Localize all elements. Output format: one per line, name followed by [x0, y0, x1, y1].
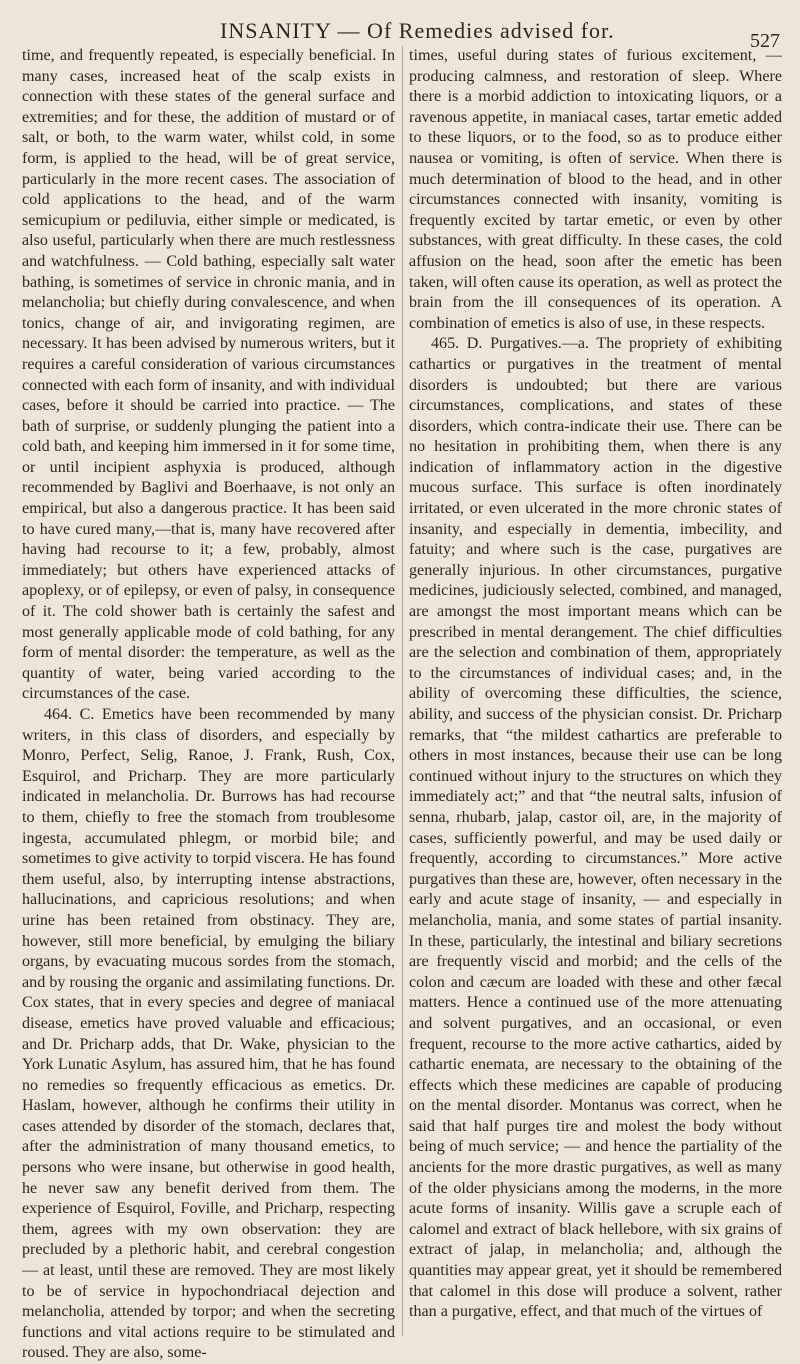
text-columns [22, 46, 782, 1362]
right-paragraph-465: 465. D. Purgatives.—a. The propriety of exhibiting cathartics or purgatives in the treatment of mental disorders is undoubted; but there are various circumstances, complications, and states of these disorders, which contra-indicate their use. There can be no hesitation in prohibiting them, when there is any indication of inflammatory action in the digestive mucous surface. This surface is often inordinately irritated, or even ulcerated in the more chronic states of insanity, and especially in dementia, imbecility, and fatuity; and where such is the case, purgatives are generally injurious. In other circumstances, purgative medicines, judiciously selected, combined, and managed, are amongst the most important means which can be prescribed in mental derangement. The chief difficulties are the selection and combination of them, appropriately to the circumstances of individual cases; and, in the ability of overcoming these difficulties, the science, ability, and success of the physician consist. Dr. Pricharp remarks, that “the mildest cathartics are preferable to others in most instances, because their use can be long continued without injury to the structures on which they immediately act;” and that “the neutral salts, infusion of senna, rhubarb, jalap, castor oil, are, in the majority of cases, sufficiently powerful, and may be used daily or frequently, according to circumstances.” More active purgatives than these are, however, often necessary in the early and acute stage of insanity, — and especially in melancholia, mania, and some states of partial insanity. In these, particularly, the intestinal and biliary secretions are frequently viscid and morbid; and the cells of the colon and cæcum are loaded with these and other fæcal matters. Hence a continued use of the more attenuating and solvent purgatives, and an occasional, or even frequent, recourse to the more active cathartics, aided by cathartic enemata, are necessary to the obtaining of the effects which these medicines are capable of producing on the mental disorder. Montanus was correct, when he said that half purges tire and molest the body without being of much service; — and hence the partiality of the ancients for the more drastic purgatives, as well as many of the older physicians among the moderns, in the more acute forms of insanity. Willis gave a scruple each of calomel and extract of black hellebore, with six grains of extract of jalap, in melancholia; and, although the quantities may appear great, yet it should be remembered that calomel in this dose will produce a solvent, rather than a purgative, effect, and that much of the virtues of [409, 335, 782, 1321]
running-head: INSANITY — Of Remedies advised for. [220, 18, 615, 43]
left-column [22, 46, 395, 1362]
right-paragraph-1: times, useful during states of furious excitement, — producing calmness, and restoration of sleep. Where there is a morbid addiction to intoxicating liquors, or a ravenous appetite, in maniacal cases, tartar emetic added to these liquors, or to the food, so as to produce either nausea or vomiting, is often of service. When there is much determination of blood to the head, and in other circumstances connected with insanity, vomiting is frequently excited by tartar emetic, or even by other substances, with great difficulty. In these cases, the cold affusion on the head, soon after the emetic has been taken, will often cause its operation, as well as protect the brain from the ill consequences of its operation. A combination of emetics is also of use, in these respects. [409, 47, 782, 332]
column-divider [402, 46, 403, 1336]
left-paragraph-464: 464. C. Emetics have been recommended by many writers, in this class of disorders, and especially by Monro, Perfect, Selig, Ranoe, J. Frank, Rush, Cox, Esquirol, and Pricharp. They are more particularly indicated in melancholia. Dr. Burrows has had recourse to them, chiefly to free the stomach from troublesome ingesta, accumulated phlegm, or morbid bile; and sometimes to give activity to torpid viscera. He has found them useful, also, by interrupting intense abstractions, hallucinations, and capricious resolutions; and when urine has been retained from obstinacy. They are, however, still more beneficial, by emulging the biliary organs, by evacuating mucous sordes from the stomach, and by rousing the organic and assimilating functions. Dr. Cox states, that in every species and degree of maniacal disease, emetics have proved valuable and efficacious; and Dr. Pricharp adds, that Dr. Wake, physician to the York Lunatic Asylum, has assured him, that he has found no remedies so frequently efficacious as emetics. Dr. Haslam, however, although he confirms their utility in cases attended by disorder of the stomach, declares that, after the administration of many thousand emetics, to persons who were insane, but otherwise in good health, he never saw any benefit derived from them. The experience of Esquirol, Foville, and Pricharp, respecting them, agrees with my own observation: they are precluded by a plethoric habit, and cerebral congestion — at least, until these are removed. They are most likely to be of service in hypochondriacal dejection and melancholia, attended by torpor; and when the secreting functions and vital actions require to be stimulated and roused. They are also, some- [22, 706, 395, 1362]
right-column [409, 46, 782, 1336]
left-paragraph-1: time, and frequently repeated, is especially beneficial. In many cases, increased heat of the scalp exists in connection with these states of the general surface and extremities; and for these, the addition of mustard or of salt, or both, to the warm water, whilst cold, in some form, is applied to the head, will be of great service, particularly in the more recent cases. The association of cold applications to the head, and of the warm semicupium or pediluvia, either simple or medicated, is also useful, particularly when there are much restlessness and watchfulness. — Cold bathing, especially salt water bathing, is sometimes of service in chronic mania, and in melancholia; but chiefly during convalescence, and when tonics, change of air, and invigorating regimen, are necessary. It has been advised by numerous writers, but it requires a careful consideration of various circumstances connected with each form of insanity, and with individual cases, before it should be carried into practice. — The bath of surprise, or suddenly plunging the patient into a cold bath, and keeping him immersed in it for some time, or until incipient asphyxia is produced, although recommended by Baglivi and Boerhaave, is not only an empirical, but also a dangerous practice. It has been said to have cured many,—that is, many have recovered after having had recourse to it; a few, probably, almost immediately; but others have experienced attacks of apoplexy, or of epilepsy, or even of palsy, in consequence of it. The cold shower bath is certainly the safest and most generally applicable mode of cold bathing, for any form of mental disorder: the temperature, as well as the quantity of water, being varied according to the circumstances of the case. [22, 47, 395, 703]
page-number: 527 [750, 30, 780, 52]
